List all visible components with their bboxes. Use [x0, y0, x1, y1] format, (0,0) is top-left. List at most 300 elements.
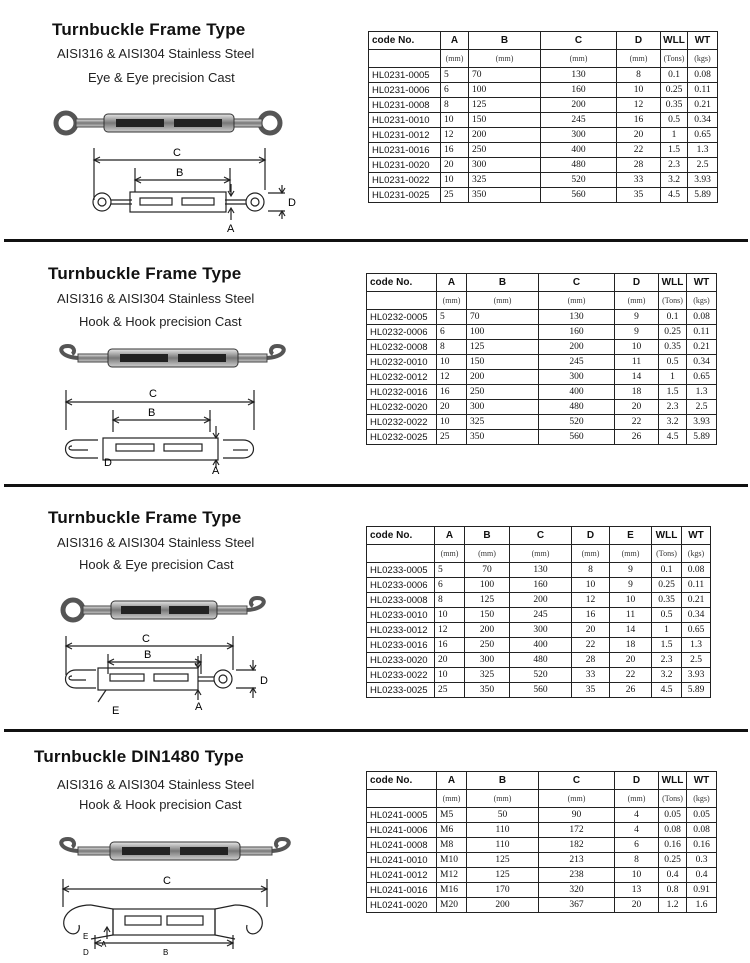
- style-text: Hook & Hook precision Cast: [79, 314, 242, 329]
- value-cell: 0.16: [659, 838, 687, 853]
- value-cell: 10: [615, 340, 659, 355]
- value-cell: 200: [467, 898, 539, 913]
- unit-cell: (mm): [610, 545, 652, 563]
- value-cell: 4.5: [661, 188, 688, 203]
- value-cell: 16: [441, 143, 469, 158]
- unit-cell: (kgs): [687, 790, 717, 808]
- table-row: [367, 430, 717, 445]
- code-cell: HL0233-0010: [367, 608, 435, 623]
- value-cell: 12: [435, 623, 465, 638]
- unit-cell: (mm): [615, 790, 659, 808]
- value-cell: M20: [437, 898, 467, 913]
- value-cell: 8: [441, 98, 469, 113]
- table-row: [369, 128, 718, 143]
- value-cell: 400: [541, 143, 617, 158]
- code-cell: HL0232-0022: [367, 415, 437, 430]
- value-cell: 1.5: [661, 143, 688, 158]
- col-header: B: [465, 527, 510, 545]
- value-cell: 560: [510, 683, 572, 698]
- value-cell: 90: [539, 808, 615, 823]
- units-row: [369, 50, 718, 68]
- value-cell: 1: [652, 623, 682, 638]
- value-cell: 560: [541, 188, 617, 203]
- value-cell: 0.08: [687, 310, 717, 325]
- value-cell: 0.3: [687, 853, 717, 868]
- value-cell: 0.25: [659, 325, 687, 340]
- table-row: [369, 68, 718, 83]
- unit-cell: (Tons): [659, 292, 687, 310]
- style-text: Hook & Eye precision Cast: [79, 557, 234, 572]
- col-header: C: [539, 772, 615, 790]
- value-cell: 13: [615, 883, 659, 898]
- dim-label-d: D: [288, 197, 296, 209]
- value-cell: M12: [437, 868, 467, 883]
- col-header: A: [437, 274, 467, 292]
- value-cell: 10: [435, 608, 465, 623]
- value-cell: 130: [510, 563, 572, 578]
- value-cell: 22: [615, 415, 659, 430]
- unit-cell: [369, 50, 441, 68]
- value-cell: 0.08: [687, 823, 717, 838]
- value-cell: 0.25: [661, 83, 688, 98]
- col-header: C: [541, 32, 617, 50]
- value-cell: 480: [541, 158, 617, 173]
- value-cell: 18: [610, 638, 652, 653]
- value-cell: 150: [469, 113, 541, 128]
- value-cell: 0.35: [659, 340, 687, 355]
- value-cell: 245: [541, 113, 617, 128]
- value-cell: 300: [467, 400, 539, 415]
- value-cell: 16: [617, 113, 661, 128]
- value-cell: 200: [541, 98, 617, 113]
- dim-label-b: B: [148, 407, 156, 419]
- value-cell: 5: [441, 68, 469, 83]
- section-title: Turnbuckle Frame Type: [48, 508, 242, 527]
- value-cell: M16: [437, 883, 467, 898]
- table-row: [369, 83, 718, 98]
- value-cell: 200: [539, 340, 615, 355]
- code-cell: HL0241-0012: [367, 868, 437, 883]
- col-header: WLL: [661, 32, 688, 50]
- unit-cell: (kgs): [688, 50, 718, 68]
- dimension-diagram-eye-eye: [80, 140, 305, 235]
- table-row: [367, 868, 717, 883]
- code-cell: HL0231-0022: [369, 173, 441, 188]
- code-cell: HL0231-0010: [369, 113, 441, 128]
- unit-cell: (mm): [539, 790, 615, 808]
- value-cell: 0.21: [687, 340, 717, 355]
- value-cell: 480: [510, 653, 572, 668]
- value-cell: 10: [441, 173, 469, 188]
- code-cell: HL0233-0005: [367, 563, 435, 578]
- table-row: [369, 173, 718, 188]
- dim-label-e: E: [112, 705, 120, 717]
- value-cell: 1.5: [659, 385, 687, 400]
- dim-label-a: A: [212, 465, 220, 475]
- section-hook-eye: [0, 490, 750, 730]
- value-cell: 2.5: [687, 400, 717, 415]
- value-cell: 0.1: [661, 68, 688, 83]
- unit-cell: (mm): [617, 50, 661, 68]
- value-cell: 520: [539, 415, 615, 430]
- value-cell: 325: [469, 173, 541, 188]
- dimension-diagram-hook-eye: [58, 630, 283, 720]
- table-row: [369, 113, 718, 128]
- value-cell: 6: [435, 578, 465, 593]
- value-cell: 213: [539, 853, 615, 868]
- table-row: [367, 623, 711, 638]
- code-cell: HL0241-0005: [367, 808, 437, 823]
- units-row: [367, 790, 717, 808]
- code-cell: HL0233-0016: [367, 638, 435, 653]
- code-cell: HL0232-0012: [367, 370, 437, 385]
- col-header: D: [572, 527, 610, 545]
- value-cell: 0.11: [682, 578, 711, 593]
- product-photo-hook-hook: [50, 340, 300, 380]
- product-photo-din1480: [50, 833, 300, 869]
- dim-label-b: B: [176, 167, 184, 179]
- value-cell: 50: [467, 808, 539, 823]
- table-row: [367, 310, 717, 325]
- section-title: Turnbuckle Frame Type: [52, 20, 246, 39]
- value-cell: 9: [615, 310, 659, 325]
- section-hook-hook: [0, 245, 750, 485]
- value-cell: 0.91: [687, 883, 717, 898]
- value-cell: 70: [469, 68, 541, 83]
- col-header: WLL: [659, 772, 687, 790]
- value-cell: 125: [467, 868, 539, 883]
- value-cell: 172: [539, 823, 615, 838]
- value-cell: 0.25: [652, 578, 682, 593]
- table-row: [369, 158, 718, 173]
- value-cell: 125: [467, 340, 539, 355]
- value-cell: 25: [435, 683, 465, 698]
- value-cell: 5: [437, 310, 467, 325]
- table-row: [367, 340, 717, 355]
- value-cell: 125: [465, 593, 510, 608]
- value-cell: 0.25: [659, 853, 687, 868]
- value-cell: M8: [437, 838, 467, 853]
- unit-cell: [367, 292, 437, 310]
- col-header: code No.: [367, 772, 437, 790]
- material-text: AISI316 & AISI304 Stainless Steel: [57, 291, 255, 306]
- value-cell: 12: [441, 128, 469, 143]
- value-cell: 0.16: [687, 838, 717, 853]
- value-cell: 5: [435, 563, 465, 578]
- value-cell: 22: [617, 143, 661, 158]
- col-header: B: [467, 772, 539, 790]
- unit-cell: (mm): [441, 50, 469, 68]
- table-row: [367, 653, 711, 668]
- code-cell: HL0232-0006: [367, 325, 437, 340]
- value-cell: 1.3: [687, 385, 717, 400]
- value-cell: 0.65: [682, 623, 711, 638]
- value-cell: 22: [610, 668, 652, 683]
- value-cell: 300: [465, 653, 510, 668]
- value-cell: 10: [437, 355, 467, 370]
- value-cell: 1: [661, 128, 688, 143]
- value-cell: 4.5: [652, 683, 682, 698]
- code-cell: HL0231-0005: [369, 68, 441, 83]
- value-cell: 1.6: [687, 898, 717, 913]
- value-cell: 160: [510, 578, 572, 593]
- value-cell: 26: [610, 683, 652, 698]
- section-title: Turnbuckle Frame Type: [48, 264, 242, 283]
- value-cell: 9: [610, 563, 652, 578]
- value-cell: 0.21: [688, 98, 718, 113]
- units-row: [367, 292, 717, 310]
- value-cell: 20: [615, 400, 659, 415]
- code-cell: HL0232-0010: [367, 355, 437, 370]
- value-cell: 4.5: [659, 430, 687, 445]
- value-cell: 20: [441, 158, 469, 173]
- section-din1480: [0, 735, 750, 963]
- code-cell: HL0232-0025: [367, 430, 437, 445]
- value-cell: 300: [541, 128, 617, 143]
- value-cell: 3.93: [687, 415, 717, 430]
- code-cell: HL0231-0020: [369, 158, 441, 173]
- value-cell: 350: [469, 188, 541, 203]
- value-cell: 238: [539, 868, 615, 883]
- col-header: WLL: [652, 527, 682, 545]
- value-cell: 22: [572, 638, 610, 653]
- code-cell: HL0233-0006: [367, 578, 435, 593]
- value-cell: 200: [469, 128, 541, 143]
- value-cell: 20: [572, 623, 610, 638]
- value-cell: 0.05: [659, 808, 687, 823]
- code-cell: HL0231-0025: [369, 188, 441, 203]
- value-cell: 150: [467, 355, 539, 370]
- col-header: code No.: [367, 527, 435, 545]
- table-row: [367, 883, 717, 898]
- value-cell: 5.89: [682, 683, 711, 698]
- value-cell: 12: [617, 98, 661, 113]
- dim-label-a: A: [227, 223, 235, 235]
- value-cell: 8: [437, 340, 467, 355]
- value-cell: 0.65: [688, 128, 718, 143]
- col-header: C: [510, 527, 572, 545]
- value-cell: 35: [617, 188, 661, 203]
- unit-cell: (mm): [467, 292, 539, 310]
- value-cell: 182: [539, 838, 615, 853]
- value-cell: 8: [617, 68, 661, 83]
- value-cell: 100: [469, 83, 541, 98]
- value-cell: 0.1: [652, 563, 682, 578]
- value-cell: 70: [467, 310, 539, 325]
- value-cell: 130: [541, 68, 617, 83]
- unit-cell: (mm): [435, 545, 465, 563]
- table-header-row: [367, 772, 717, 790]
- dim-label-e: E: [83, 932, 89, 941]
- product-photo-eye-eye: [50, 105, 290, 145]
- value-cell: 100: [467, 325, 539, 340]
- dim-label-b: B: [163, 948, 169, 957]
- value-cell: 200: [510, 593, 572, 608]
- table-row: [369, 188, 718, 203]
- unit-cell: (mm): [539, 292, 615, 310]
- code-cell: HL0232-0008: [367, 340, 437, 355]
- value-cell: 0.08: [682, 563, 711, 578]
- value-cell: 400: [510, 638, 572, 653]
- table-row: [367, 415, 717, 430]
- value-cell: 0.35: [661, 98, 688, 113]
- value-cell: 110: [467, 838, 539, 853]
- value-cell: 33: [572, 668, 610, 683]
- value-cell: 25: [441, 188, 469, 203]
- code-cell: HL0241-0006: [367, 823, 437, 838]
- col-header: C: [539, 274, 615, 292]
- value-cell: 28: [617, 158, 661, 173]
- material-text: AISI316 & AISI304 Stainless Steel: [57, 535, 255, 550]
- value-cell: 6: [437, 325, 467, 340]
- value-cell: 70: [465, 563, 510, 578]
- value-cell: 33: [617, 173, 661, 188]
- value-cell: 1.5: [652, 638, 682, 653]
- style-text: Eye & Eye precision Cast: [88, 70, 235, 85]
- value-cell: 16: [437, 385, 467, 400]
- spec-table-hl0241: [366, 771, 717, 913]
- value-cell: 3.93: [682, 668, 711, 683]
- dimension-diagram-din1480: [55, 873, 280, 958]
- col-header: B: [467, 274, 539, 292]
- value-cell: 0.35: [652, 593, 682, 608]
- product-photo-hook-eye: [55, 590, 285, 630]
- dim-label-a: A: [195, 701, 203, 713]
- section-divider: [4, 729, 748, 732]
- value-cell: 20: [615, 898, 659, 913]
- unit-cell: (kgs): [682, 545, 711, 563]
- value-cell: 20: [437, 400, 467, 415]
- value-cell: 0.21: [682, 593, 711, 608]
- value-cell: 0.34: [682, 608, 711, 623]
- table-row: [367, 593, 711, 608]
- value-cell: 2.5: [688, 158, 718, 173]
- value-cell: 8: [572, 563, 610, 578]
- value-cell: 1.3: [682, 638, 711, 653]
- value-cell: 2.3: [661, 158, 688, 173]
- col-header: D: [615, 772, 659, 790]
- unit-cell: (Tons): [661, 50, 688, 68]
- value-cell: 2.5: [682, 653, 711, 668]
- dim-label-c: C: [163, 875, 171, 887]
- value-cell: 10: [572, 578, 610, 593]
- value-cell: 250: [467, 385, 539, 400]
- dim-label-d: D: [83, 948, 89, 957]
- unit-cell: (mm): [615, 292, 659, 310]
- code-cell: HL0233-0012: [367, 623, 435, 638]
- value-cell: 300: [510, 623, 572, 638]
- code-cell: HL0231-0012: [369, 128, 441, 143]
- value-cell: 200: [465, 623, 510, 638]
- code-cell: HL0233-0022: [367, 668, 435, 683]
- section-eye-eye: [0, 0, 750, 240]
- value-cell: 10: [617, 83, 661, 98]
- value-cell: 200: [467, 370, 539, 385]
- unit-cell: [367, 545, 435, 563]
- value-cell: 9: [615, 325, 659, 340]
- unit-cell: (mm): [572, 545, 610, 563]
- dim-label-b: B: [144, 649, 152, 661]
- value-cell: 0.65: [687, 370, 717, 385]
- col-header: A: [441, 32, 469, 50]
- dim-label-a: A: [101, 940, 107, 949]
- code-cell: HL0231-0016: [369, 143, 441, 158]
- value-cell: 10: [441, 113, 469, 128]
- table-header-row: [367, 274, 717, 292]
- value-cell: 10: [435, 668, 465, 683]
- table-row: [367, 668, 711, 683]
- code-cell: HL0232-0005: [367, 310, 437, 325]
- unit-cell: (Tons): [652, 545, 682, 563]
- value-cell: 12: [437, 370, 467, 385]
- value-cell: 245: [510, 608, 572, 623]
- code-cell: HL0233-0020: [367, 653, 435, 668]
- unit-cell: (mm): [541, 50, 617, 68]
- value-cell: 300: [469, 158, 541, 173]
- value-cell: 26: [615, 430, 659, 445]
- material-text: AISI316 & AISI304 Stainless Steel: [57, 777, 255, 792]
- value-cell: 0.5: [659, 355, 687, 370]
- value-cell: 20: [610, 653, 652, 668]
- value-cell: 3.93: [688, 173, 718, 188]
- value-cell: 250: [465, 638, 510, 653]
- value-cell: 0.5: [661, 113, 688, 128]
- value-cell: 1.2: [659, 898, 687, 913]
- value-cell: 110: [467, 823, 539, 838]
- value-cell: 0.5: [652, 608, 682, 623]
- code-cell: HL0233-0025: [367, 683, 435, 698]
- code-cell: HL0241-0008: [367, 838, 437, 853]
- value-cell: 11: [615, 355, 659, 370]
- col-header: code No.: [367, 274, 437, 292]
- table-row: [367, 325, 717, 340]
- value-cell: 10: [610, 593, 652, 608]
- value-cell: 1: [659, 370, 687, 385]
- unit-cell: (mm): [469, 50, 541, 68]
- code-cell: HL0231-0008: [369, 98, 441, 113]
- table-row: [367, 385, 717, 400]
- code-cell: HL0241-0016: [367, 883, 437, 898]
- dim-label-d: D: [104, 457, 112, 469]
- value-cell: 150: [465, 608, 510, 623]
- dim-label-c: C: [173, 147, 181, 159]
- value-cell: 3.2: [661, 173, 688, 188]
- section-divider: [4, 239, 748, 242]
- col-header: A: [435, 527, 465, 545]
- value-cell: 0.05: [687, 808, 717, 823]
- value-cell: 400: [539, 385, 615, 400]
- table-row: [367, 608, 711, 623]
- value-cell: 0.08: [659, 823, 687, 838]
- value-cell: 5.89: [688, 188, 718, 203]
- unit-cell: (mm): [510, 545, 572, 563]
- table-row: [367, 400, 717, 415]
- code-cell: HL0241-0010: [367, 853, 437, 868]
- value-cell: 3.2: [659, 415, 687, 430]
- value-cell: 4: [615, 823, 659, 838]
- col-header: D: [615, 274, 659, 292]
- value-cell: 6: [441, 83, 469, 98]
- unit-cell: (mm): [437, 292, 467, 310]
- table-header-row: [369, 32, 718, 50]
- table-row: [367, 638, 711, 653]
- unit-cell: (mm): [465, 545, 510, 563]
- value-cell: 325: [467, 415, 539, 430]
- col-header: WT: [687, 772, 717, 790]
- value-cell: 300: [539, 370, 615, 385]
- col-header: WT: [688, 32, 718, 50]
- unit-cell: (mm): [467, 790, 539, 808]
